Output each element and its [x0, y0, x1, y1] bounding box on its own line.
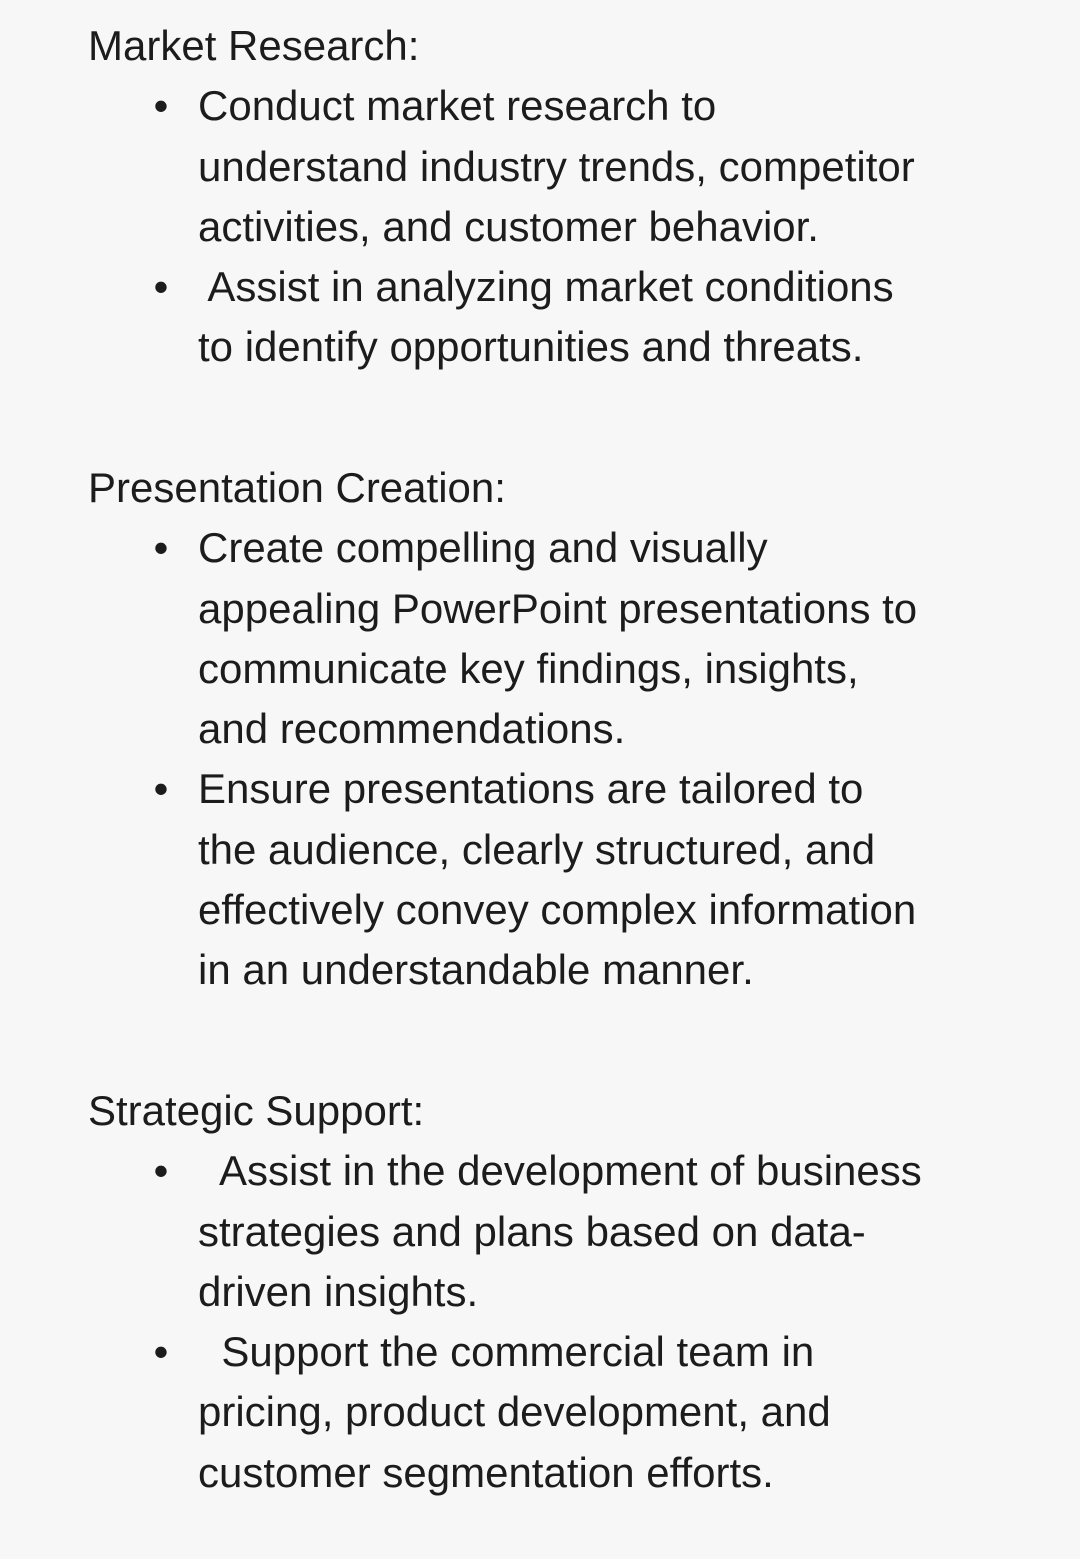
- text-line: and recommendations.: [198, 705, 626, 753]
- list-item-text: [198, 518, 988, 759]
- bullet-list: [88, 518, 988, 1000]
- section-market-research: [88, 16, 988, 378]
- section-heading: Presentation Creation:: [88, 464, 506, 511]
- bullet-icon: •: [153, 263, 169, 311]
- text-line: understand industry trends, competitor: [198, 142, 915, 190]
- text-line: in an understandable manner.: [198, 946, 754, 994]
- text-line: the audience, clearly structured, and: [198, 825, 876, 873]
- list-item: [88, 1322, 988, 1503]
- bullet-list: [88, 1141, 988, 1503]
- text-line: appealing PowerPoint presentations to: [198, 584, 918, 632]
- list-item: [88, 1141, 988, 1322]
- text-line: driven insights.: [198, 1267, 479, 1315]
- section-strategic-support: [88, 1081, 988, 1503]
- text-line: Create compelling and visually: [198, 524, 768, 572]
- text-line: communicate key findings, insights,: [198, 644, 859, 692]
- section-heading: Market Research:: [88, 22, 420, 69]
- text-line: pricing, product development, and: [198, 1388, 831, 1436]
- list-item: [88, 257, 988, 378]
- bullet-icon: •: [153, 765, 169, 813]
- text-line: effectively convey complex information: [198, 886, 917, 934]
- bullet-icon: •: [153, 1147, 169, 1195]
- text-line: Ensure presentations are tailored to: [198, 765, 864, 813]
- text-line: Conduct market research to: [198, 82, 717, 130]
- list-item: [88, 518, 988, 759]
- bullet-icon: •: [153, 524, 169, 572]
- list-item-text: [198, 1141, 988, 1322]
- text-line: to identify opportunities and threats.: [198, 323, 864, 371]
- text-line: Support the commercial team in: [198, 1328, 815, 1376]
- text-line: customer segmentation efforts.: [198, 1448, 774, 1496]
- text-line: strategies and plans based on data-: [198, 1207, 866, 1255]
- bullet-list: [88, 76, 988, 377]
- text-line: activities, and customer behavior.: [198, 202, 819, 250]
- list-item: [88, 759, 988, 1000]
- list-item-text: [198, 759, 988, 1000]
- bullet-icon: •: [153, 1328, 169, 1376]
- list-item-text: [198, 1322, 988, 1503]
- list-item-text: [198, 257, 988, 378]
- text-line: Assist in analyzing market conditions: [198, 263, 894, 311]
- section-heading: Strategic Support:: [88, 1087, 425, 1134]
- list-item: [88, 76, 988, 257]
- bullet-icon: •: [153, 82, 169, 130]
- section-presentation-creation: [88, 458, 988, 1001]
- text-line: Assist in the development of business: [198, 1147, 922, 1195]
- list-item-text: [198, 76, 988, 257]
